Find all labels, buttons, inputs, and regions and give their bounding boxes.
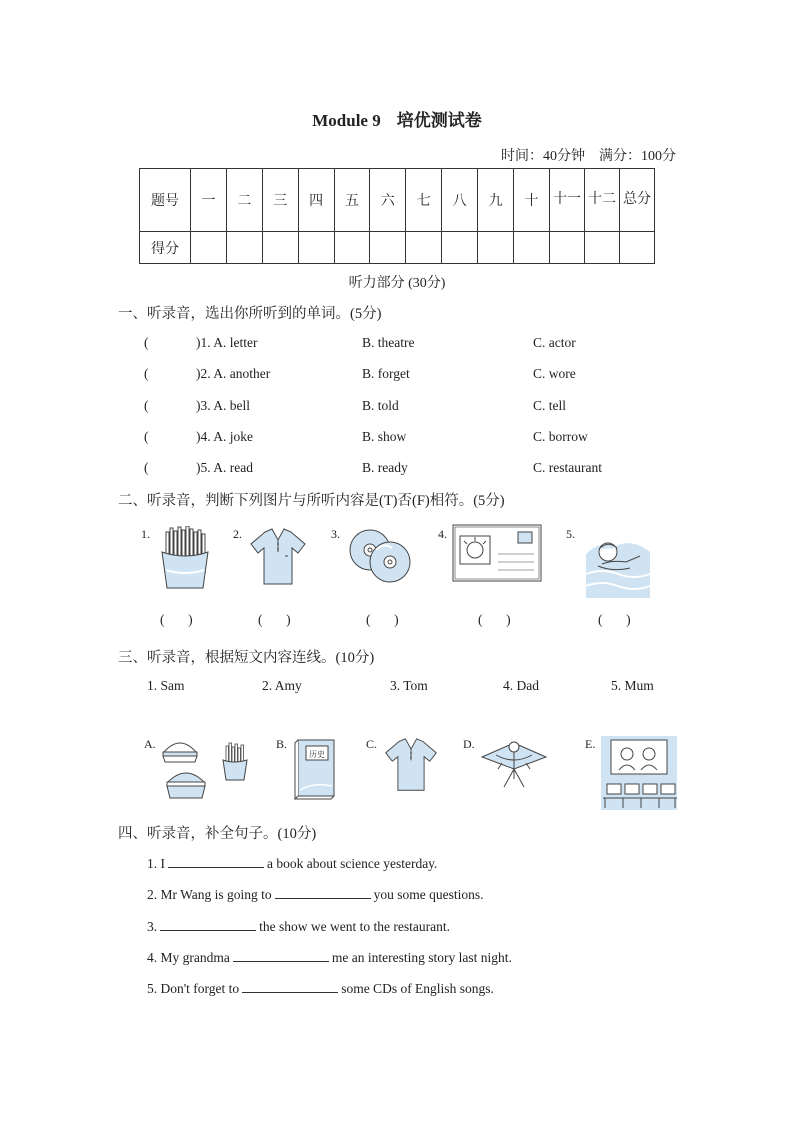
option-b: B. forget — [362, 366, 410, 381]
sentence-suffix: some CDs of English songs. — [341, 981, 494, 996]
cinema-icon — [599, 734, 679, 812]
picture-label: 2. — [233, 527, 242, 541]
table-cell-header: 八 — [442, 169, 478, 232]
fill-blank[interactable] — [242, 980, 338, 993]
option-b: B. ready — [362, 460, 408, 475]
sentence-5 — [147, 980, 494, 997]
history-book-icon — [292, 736, 338, 802]
table-cell-label: 题号 — [140, 169, 191, 232]
time-limit: 时间：40分钟 — [501, 149, 585, 164]
picture-label: C. — [366, 737, 378, 751]
answer-blank[interactable]: ( ) — [160, 612, 193, 627]
postcard-icon — [452, 524, 542, 584]
answer-blank[interactable]: ( ) — [478, 612, 511, 627]
table-cell-header: 四 — [298, 169, 334, 232]
answer-paren[interactable]: ( — [144, 398, 149, 413]
polo-shirt-icon — [247, 526, 309, 588]
title-subtitle: 培优测试卷 — [396, 111, 482, 130]
question-4: )4. A. joke — [196, 429, 253, 444]
name-item: 1. Sam — [147, 678, 185, 693]
exam-meta — [501, 145, 676, 165]
score-input-cell[interactable] — [334, 232, 370, 264]
sentence-prefix: 1. I — [147, 856, 165, 871]
name-item: 5. Mum — [611, 678, 654, 693]
sentence-3 — [147, 918, 450, 935]
table-cell-label: 得分 — [140, 232, 191, 264]
table-cell-header: 总分 — [620, 169, 655, 232]
question-1: )1. A. letter — [196, 335, 258, 350]
score-header-row — [140, 169, 655, 232]
sentence-suffix: you some questions. — [373, 887, 484, 902]
fill-blank[interactable] — [275, 886, 371, 899]
score-input-cell[interactable] — [585, 232, 620, 264]
listening-title: 听力部分 (30分) — [348, 276, 446, 291]
score-input-cell[interactable] — [262, 232, 298, 264]
sentence-suffix: a book about science yesterday. — [267, 856, 438, 871]
picture-label: B. — [276, 737, 288, 751]
table-cell-header: 七 — [406, 169, 442, 232]
option-b: B. told — [362, 398, 399, 413]
option-c: C. restaurant — [533, 460, 602, 475]
fill-blank[interactable] — [233, 949, 329, 962]
kite-icon — [476, 735, 552, 795]
sentence-suffix: me an interesting story last night. — [331, 950, 512, 965]
answer-paren[interactable]: ( — [144, 429, 149, 444]
question-3: )3. A. bell — [196, 398, 250, 413]
sentence-prefix: 5. Don't forget to — [147, 981, 240, 996]
burgers-fries-icon — [158, 734, 258, 808]
name-item: 2. Amy — [262, 678, 302, 693]
score-input-cell[interactable] — [298, 232, 334, 264]
page-title — [0, 106, 794, 131]
question-2: )2. A. another — [196, 366, 271, 381]
fries-icon — [156, 526, 214, 590]
answer-paren[interactable]: ( — [144, 335, 149, 350]
score-input-cell[interactable] — [226, 232, 262, 264]
table-cell-header: 十 — [514, 169, 550, 232]
score-value-row — [140, 232, 655, 264]
answer-blank[interactable]: ( ) — [258, 612, 291, 627]
name-item: 3. Tom — [390, 678, 428, 693]
picture-label: 1. — [141, 527, 150, 541]
sentence-4 — [147, 949, 512, 966]
table-cell-header: 一 — [191, 169, 227, 232]
picture-label: E. — [585, 737, 596, 751]
sentence-prefix: 3. — [147, 919, 158, 934]
table-cell-header: 六 — [370, 169, 406, 232]
title-module: Module 9 — [312, 111, 381, 130]
option-c: C. borrow — [533, 429, 588, 444]
score-input-cell[interactable] — [406, 232, 442, 264]
picture-label: 3. — [331, 527, 340, 541]
picture-label: 5. — [566, 527, 575, 541]
sentence-1 — [147, 855, 437, 872]
table-cell-header: 二 — [226, 169, 262, 232]
full-score: 满分：100分 — [599, 149, 676, 164]
fill-blank[interactable] — [160, 918, 256, 931]
sentence-2 — [147, 886, 484, 903]
section-1-title: 一、听录音，选出你所听到的单词。(5分) — [118, 306, 382, 322]
answer-paren[interactable]: ( — [144, 366, 149, 381]
option-b: B. theatre — [362, 335, 415, 350]
picture-label: A. — [144, 737, 156, 751]
section-3-title: 三、听录音，根据短文内容连线。(10分) — [118, 650, 375, 666]
table-cell-header: 五 — [334, 169, 370, 232]
sentence-suffix: the show we went to the restaurant. — [259, 919, 450, 934]
table-cell-header: 十二 — [585, 169, 620, 232]
answer-paren[interactable]: ( — [144, 460, 149, 475]
score-input-cell[interactable] — [370, 232, 406, 264]
table-cell-header: 十一 — [550, 169, 585, 232]
score-input-cell[interactable] — [550, 232, 585, 264]
score-table — [139, 168, 655, 264]
score-input-cell[interactable] — [191, 232, 227, 264]
option-c: C. tell — [533, 398, 566, 413]
polo-shirt-icon — [380, 736, 442, 794]
option-c: C. wore — [533, 366, 576, 381]
score-input-cell[interactable] — [478, 232, 514, 264]
name-item: 4. Dad — [503, 678, 539, 693]
answer-blank[interactable]: ( ) — [366, 612, 399, 627]
sentence-prefix: 2. Mr Wang is going to — [147, 887, 272, 902]
section-2-title: 二、听录音，判断下列图片与所听内容是(T)否(F)相符。(5分) — [118, 493, 505, 509]
cd-discs-icon — [346, 528, 412, 584]
section-4-title: 四、听录音，补全句子。(10分) — [118, 826, 317, 842]
table-cell-header: 九 — [478, 169, 514, 232]
sentence-prefix: 4. My grandma — [147, 950, 230, 965]
question-5: )5. A. read — [196, 460, 253, 475]
book-cover-text: 历史 — [309, 750, 325, 759]
option-c: C. actor — [533, 335, 576, 350]
fill-blank[interactable] — [168, 855, 264, 868]
score-input-cell[interactable] — [442, 232, 478, 264]
picture-label: 4. — [438, 527, 447, 541]
swimming-boy-icon — [582, 534, 654, 600]
picture-label: D. — [463, 737, 475, 751]
answer-blank[interactable]: ( ) — [598, 612, 631, 627]
table-cell-header: 三 — [262, 169, 298, 232]
score-input-cell[interactable] — [514, 232, 550, 264]
option-b: B. show — [362, 429, 407, 444]
score-input-cell[interactable] — [620, 232, 655, 264]
